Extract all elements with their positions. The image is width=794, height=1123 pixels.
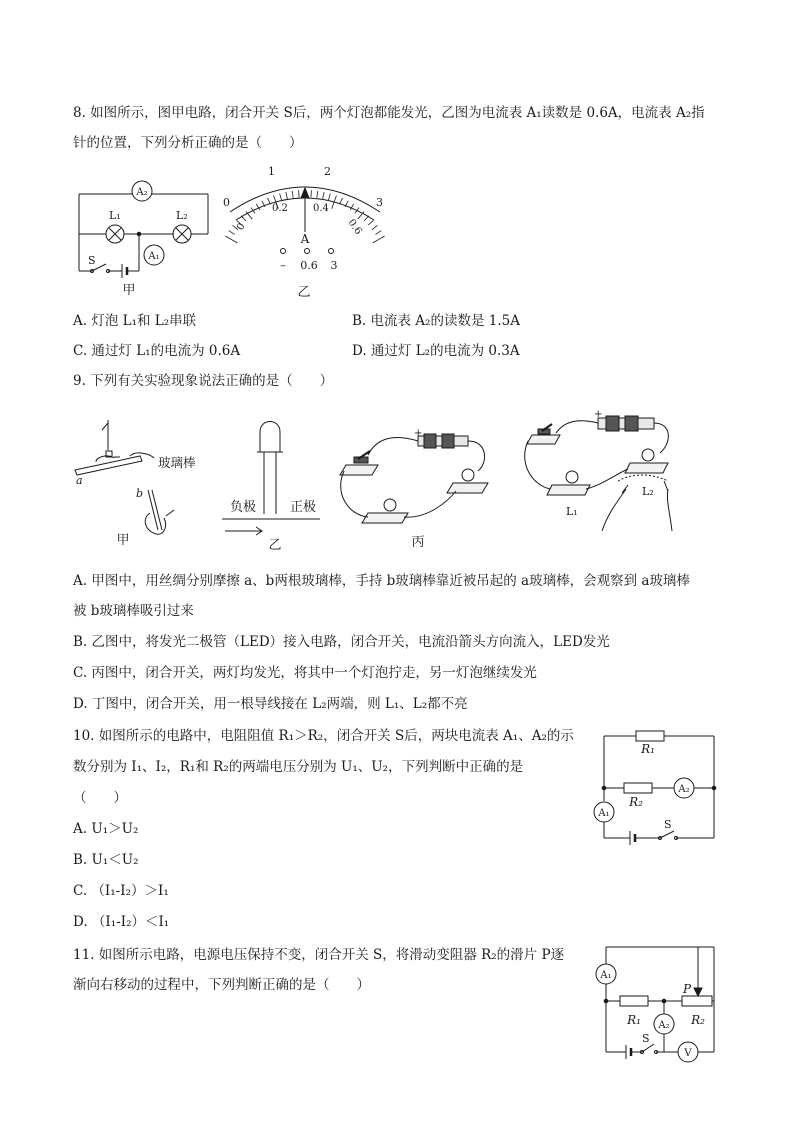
dial-tick	[280, 194, 282, 201]
q10-figure	[594, 728, 716, 843]
svg-text:R₂: R₂	[629, 795, 643, 809]
dial-tick	[368, 220, 373, 225]
dial-tick	[340, 198, 343, 204]
svg-text:–: –	[280, 259, 286, 272]
svg-text:S: S	[664, 818, 672, 831]
svg-text:+: +	[414, 428, 423, 439]
q9-figure-bing	[338, 423, 498, 548]
dial-tick	[355, 208, 359, 214]
q9-option-a-line2[interactable]: 被 b玻璃棒吸引过来	[73, 603, 194, 619]
q11-stem-line1: 11. 如图所示电路，电源电压保持不变，闭合开关 S，将滑动变阻器 R₂的滑片 P逐	[73, 947, 565, 963]
svg-text:L₁: L₁	[566, 505, 578, 518]
svg-text:P: P	[683, 982, 692, 996]
svg-text:1: 1	[268, 165, 275, 178]
svg-text:0.4: 0.4	[313, 203, 329, 214]
resistor-r1-icon	[620, 996, 648, 1006]
svg-text:R₁: R₁	[627, 1013, 641, 1027]
dial-tick	[286, 192, 287, 199]
svg-text:负极: 负极	[230, 500, 257, 515]
led-icon	[260, 422, 280, 453]
svg-text:A₂: A₂	[136, 187, 148, 198]
svg-text:0: 0	[223, 196, 230, 209]
svg-text:b: b	[136, 487, 144, 500]
svg-text:0: 0	[235, 221, 248, 233]
q10-stem-line3: （ ）	[73, 790, 127, 806]
q9-option-d[interactable]: D. 丁图中，闭合开关，用一根导线接在 L₂两端，则 L₁、L₂都不亮	[73, 696, 468, 712]
svg-text:乙: 乙	[268, 538, 282, 553]
q8-option-d[interactable]: D. 通过灯 L₂的电流为 0.3A	[352, 343, 520, 359]
q10-option-a[interactable]: A. U₁＞U₂	[73, 821, 139, 837]
q9-stem: 9. 下列有关实验现象说法正确的是（ ）	[73, 373, 334, 389]
q11-figure	[594, 944, 716, 1059]
svg-text:乙: 乙	[297, 285, 311, 300]
dial-tick	[373, 236, 385, 243]
svg-text:V: V	[684, 1048, 692, 1059]
q8-figure-jia	[74, 176, 214, 298]
svg-text:正极: 正极	[290, 500, 317, 515]
svg-text:3: 3	[376, 196, 383, 209]
q8-option-c[interactable]: C. 通过灯 L₁的电流为 0.6A	[73, 343, 241, 359]
dial-tick	[251, 208, 255, 214]
q10-stem-line2: 数分别为 I₁、I₂，R₁和 R₂的两端电压分别为 U₁、U₂，下列判断中正确的是	[73, 759, 524, 775]
resistor-r1-icon	[636, 731, 664, 741]
q8-stem-line2: 针的位置，下列分析正确的是（ ）	[73, 135, 303, 151]
q8-figure-yi	[220, 164, 390, 300]
q9-figure-jia	[70, 418, 196, 548]
q9-option-c[interactable]: C. 丙图中，闭合开关，两灯均发光，将其中一个灯泡拧走，另一灯泡继续发光	[73, 665, 537, 681]
svg-text:甲: 甲	[116, 533, 130, 548]
svg-text:A: A	[300, 232, 310, 246]
svg-text:S: S	[88, 254, 96, 267]
svg-text:A₂: A₂	[658, 1020, 670, 1031]
svg-text:a: a	[76, 474, 83, 487]
dial-tick	[225, 236, 237, 243]
svg-text:L₂: L₂	[176, 209, 188, 222]
svg-text:0.2: 0.2	[272, 203, 288, 214]
dial-tick	[229, 231, 235, 235]
q10-option-d[interactable]: D. （I₁-I₂）＜I₁	[73, 914, 170, 930]
svg-text:A₁: A₁	[598, 808, 610, 819]
dial-tick	[317, 191, 318, 198]
q8-option-a[interactable]: A. 灯泡 L₁和 L₂串联	[73, 313, 197, 329]
svg-text:L₁: L₁	[109, 209, 121, 222]
svg-text:R₂: R₂	[691, 1013, 705, 1027]
dial-tick	[372, 225, 378, 229]
q10-option-c[interactable]: C. （I₁-I₂）＞I₁	[73, 883, 169, 899]
svg-text:+: +	[594, 409, 603, 420]
q11-stem-line2: 渐向右移动的过程中，下列判断正确的是（ ）	[73, 977, 370, 993]
q9-option-b[interactable]: B. 乙图中，将发光二极管（LED）接入电路，闭合开关，电流沿箭头方向流入，LED发光	[73, 634, 610, 650]
svg-text:R₁: R₁	[641, 742, 655, 756]
dial-tick	[364, 216, 369, 221]
svg-text:甲: 甲	[122, 283, 136, 298]
dial-tick	[323, 192, 324, 199]
svg-text:A₁: A₁	[600, 970, 612, 981]
svg-text:0.6: 0.6	[345, 217, 364, 237]
dial-tick	[292, 191, 293, 198]
q9-figure-yi	[220, 414, 330, 553]
svg-text:丙: 丙	[411, 535, 425, 550]
svg-text:2: 2	[324, 165, 331, 178]
q9-figure-ding	[522, 409, 712, 548]
svg-text:0.6: 0.6	[300, 259, 318, 272]
svg-text:3: 3	[330, 259, 338, 272]
rheostat-r2-icon	[682, 996, 712, 1006]
svg-text:A₁: A₁	[148, 251, 160, 262]
q10-stem-line1: 10. 如图所示的电路中，电阻阻值 R₁＞R₂，闭合开关 S后，两块电流表 A₁、A₂的示	[73, 728, 574, 744]
dial-tick	[268, 198, 271, 204]
dial-tick	[328, 194, 330, 201]
q10-option-b[interactable]: B. U₁＜U₂	[73, 852, 139, 868]
svg-text:玻璃棒: 玻璃棒	[158, 455, 196, 470]
dial-tick	[241, 216, 246, 221]
q8-option-b[interactable]: B. 电流表 A₂的读数是 1.5A	[352, 313, 520, 329]
q8-stem-line1: 8. 如图所示，图甲电路，闭合开关 S后，两个灯泡都能发光，乙图为电流表 A₁读数是 0.6A，电流表 A₂指	[73, 105, 705, 121]
svg-text:S: S	[642, 1032, 650, 1045]
q9-option-a-line1[interactable]: A. 甲图中，用丝绸分别摩擦 a、b两根玻璃棒，手持 b玻璃棒靠近被吊起的 a玻璃棒，会观察到 a玻璃棒	[73, 573, 690, 589]
dial-tick	[375, 231, 381, 235]
resistor-r2-icon	[624, 783, 652, 793]
svg-text:A₂: A₂	[678, 784, 690, 795]
svg-text:L₂: L₂	[642, 485, 654, 498]
